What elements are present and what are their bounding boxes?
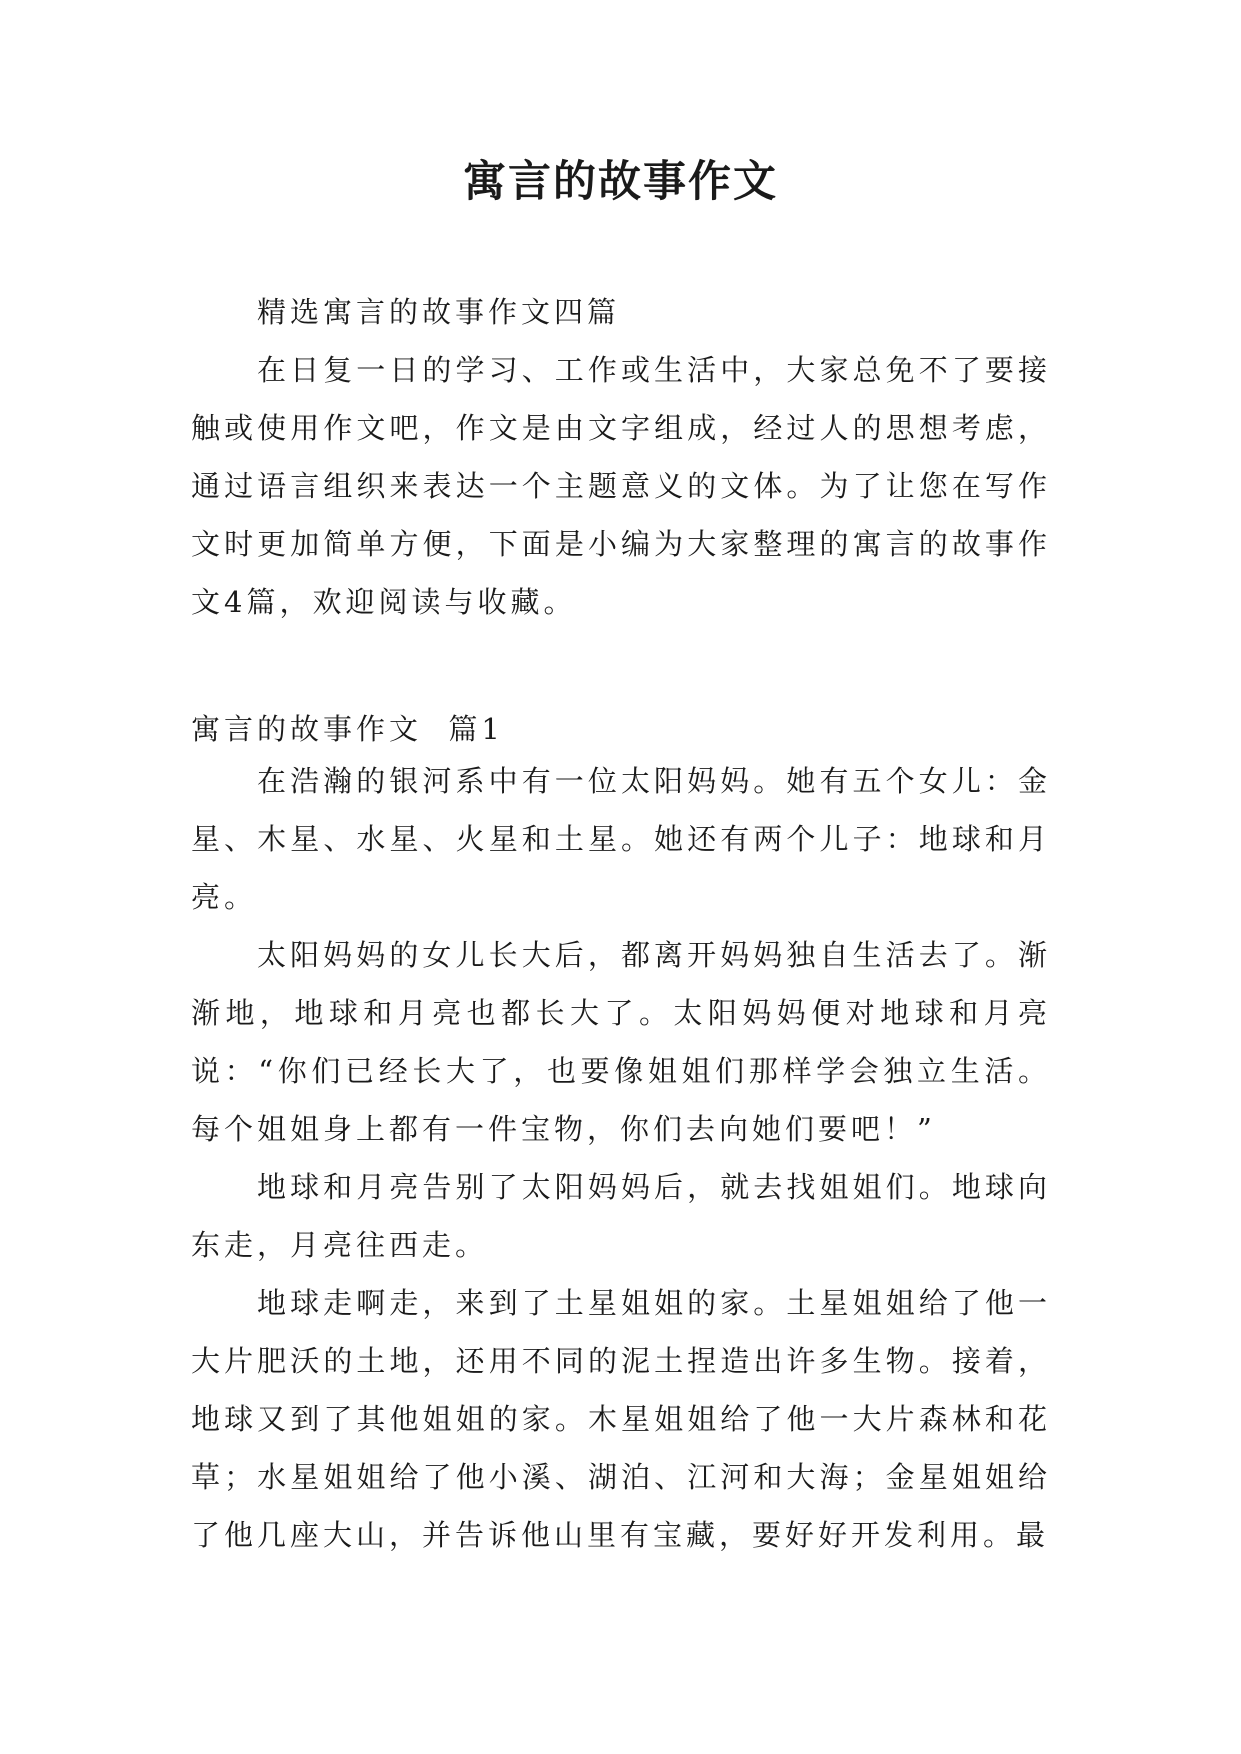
intro-paragraph: 在日复一日的学习、工作或生活中，大家总免不了要接触或使用作文吧，作文是由文字组成，经过人的思想考虑，通过语言组织来表达一个主题意义的文体。为了让您在写作文时更加简单方便，下面是小编为大家整理的寓言的故事作文4篇，欢迎阅读与收藏。	[191, 353, 1051, 619]
document-subtitle: 精选寓言的故事作文四篇	[257, 295, 621, 329]
section-heading: 寓言的故事作文 篇1	[191, 712, 504, 746]
story-paragraph: 地球和月亮告别了太阳妈妈后，就去找姐姐们。地球向东走，月亮往西走。	[191, 1170, 1051, 1262]
story-paragraph: 太阳妈妈的女儿长大后，都离开妈妈独自生活去了。渐渐地，地球和月亮也都长大了。太阳妈妈便对地球和月亮说：“你们已经长大了，也要像姐姐们那样学会独立生活。每个姐姐身上都有一件宝物，你们去向她们要吧！”	[191, 938, 1051, 1146]
story-paragraph: 地球走啊走，来到了土星姐姐的家。土星姐姐给了他一大片肥沃的土地，还用不同的泥土捏造出许多生物。接着，地球又到了其他姐姐的家。木星姐姐给了他一大片森林和花草；水星姐姐给了他小溪、湖泊、江河和大海；金星姐姐给了他几座大山，并告诉他山里有宝藏，要好好开发利用。最	[191, 1286, 1051, 1552]
document-title: 寓言的故事作文	[463, 157, 778, 207]
story-paragraph: 在浩瀚的银河系中有一位太阳妈妈。她有五个女儿：金星、木星、水星、火星和土星。她还有两个儿子：地球和月亮。	[191, 764, 1051, 914]
story-body	[191, 752, 1051, 1564]
